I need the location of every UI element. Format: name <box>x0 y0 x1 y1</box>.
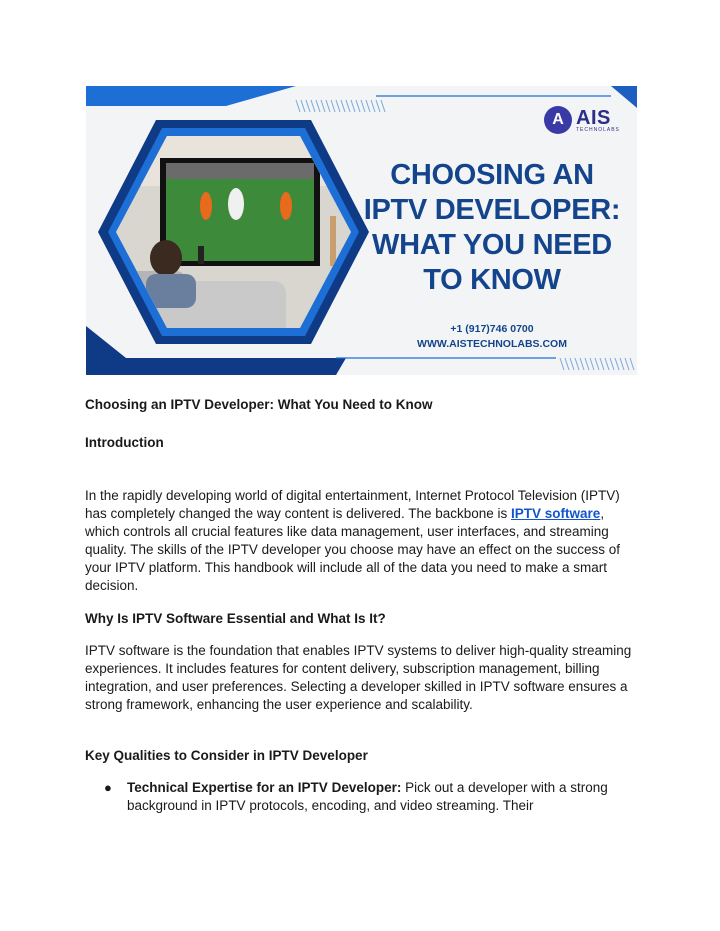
section3-heading: Key Qualities to Consider in IPTV Developer <box>85 748 368 763</box>
bullet-icon: ● <box>104 780 112 795</box>
banner-title-line: WHAT YOU NEED <box>372 229 612 261</box>
hatch-top <box>296 100 385 112</box>
top-right-corner <box>611 86 637 108</box>
intro-heading: Introduction <box>85 435 164 450</box>
logo-mark: A <box>544 106 572 134</box>
list-item <box>127 779 637 815</box>
iptv-software-link[interactable]: IPTV software <box>511 506 601 521</box>
viewer <box>150 240 182 276</box>
logo-name: AIS <box>576 106 611 129</box>
banner-title-line: CHOOSING AN <box>390 159 594 191</box>
hero-banner <box>86 86 637 375</box>
intro-paragraph <box>85 487 640 595</box>
living-room-photo <box>86 126 386 346</box>
banner-website: WWW.AISTECHNOLABS.COM <box>417 338 567 350</box>
hatch-bottom <box>560 358 634 370</box>
banner-title-line: TO KNOW <box>423 264 561 296</box>
intro-text-after: , which controls all crucial features like data management, user interfaces, and streaming quality. The skills of the IPTV developer you choose may have an effect on the success of your IPTV platform. This handbook will include all of the data you need to make a smart decision. <box>85 506 621 593</box>
document-title: Choosing an IPTV Developer: What You Need to Know <box>85 397 433 412</box>
banner-title <box>352 158 632 298</box>
top-left-stripe <box>86 86 296 106</box>
bullet-label: Technical Expertise for an IPTV Developer: <box>127 780 402 795</box>
banner-contact <box>386 322 598 352</box>
ais-logo <box>544 106 620 134</box>
banner-title-line: IPTV DEVELOPER: <box>363 194 621 226</box>
section2-heading: Why Is IPTV Software Essential and What Is It? <box>85 611 386 626</box>
logo-subtext: TECHNOLABS <box>576 126 620 133</box>
intro-text-before: In the rapidly developing world of digital entertainment, Internet Protocol Television (IPTV) has completely changed the way content is delivered. The backbone is <box>85 488 620 521</box>
bullet-text: Pick out a developer with a strong background in IPTV protocols, encoding, and video streaming. Their <box>127 780 608 813</box>
section2-paragraph: IPTV software is the foundation that enables IPTV systems to deliver high-quality streaming experiences. It includes features for content delivery, subscription management, billing integration, and user preferences. Selecting a developer skilled in IPTV software ensures a strong framework, enhancing the user experience and scalability. <box>85 643 632 712</box>
banner-phone: +1 (917)746 0700 <box>450 323 534 335</box>
